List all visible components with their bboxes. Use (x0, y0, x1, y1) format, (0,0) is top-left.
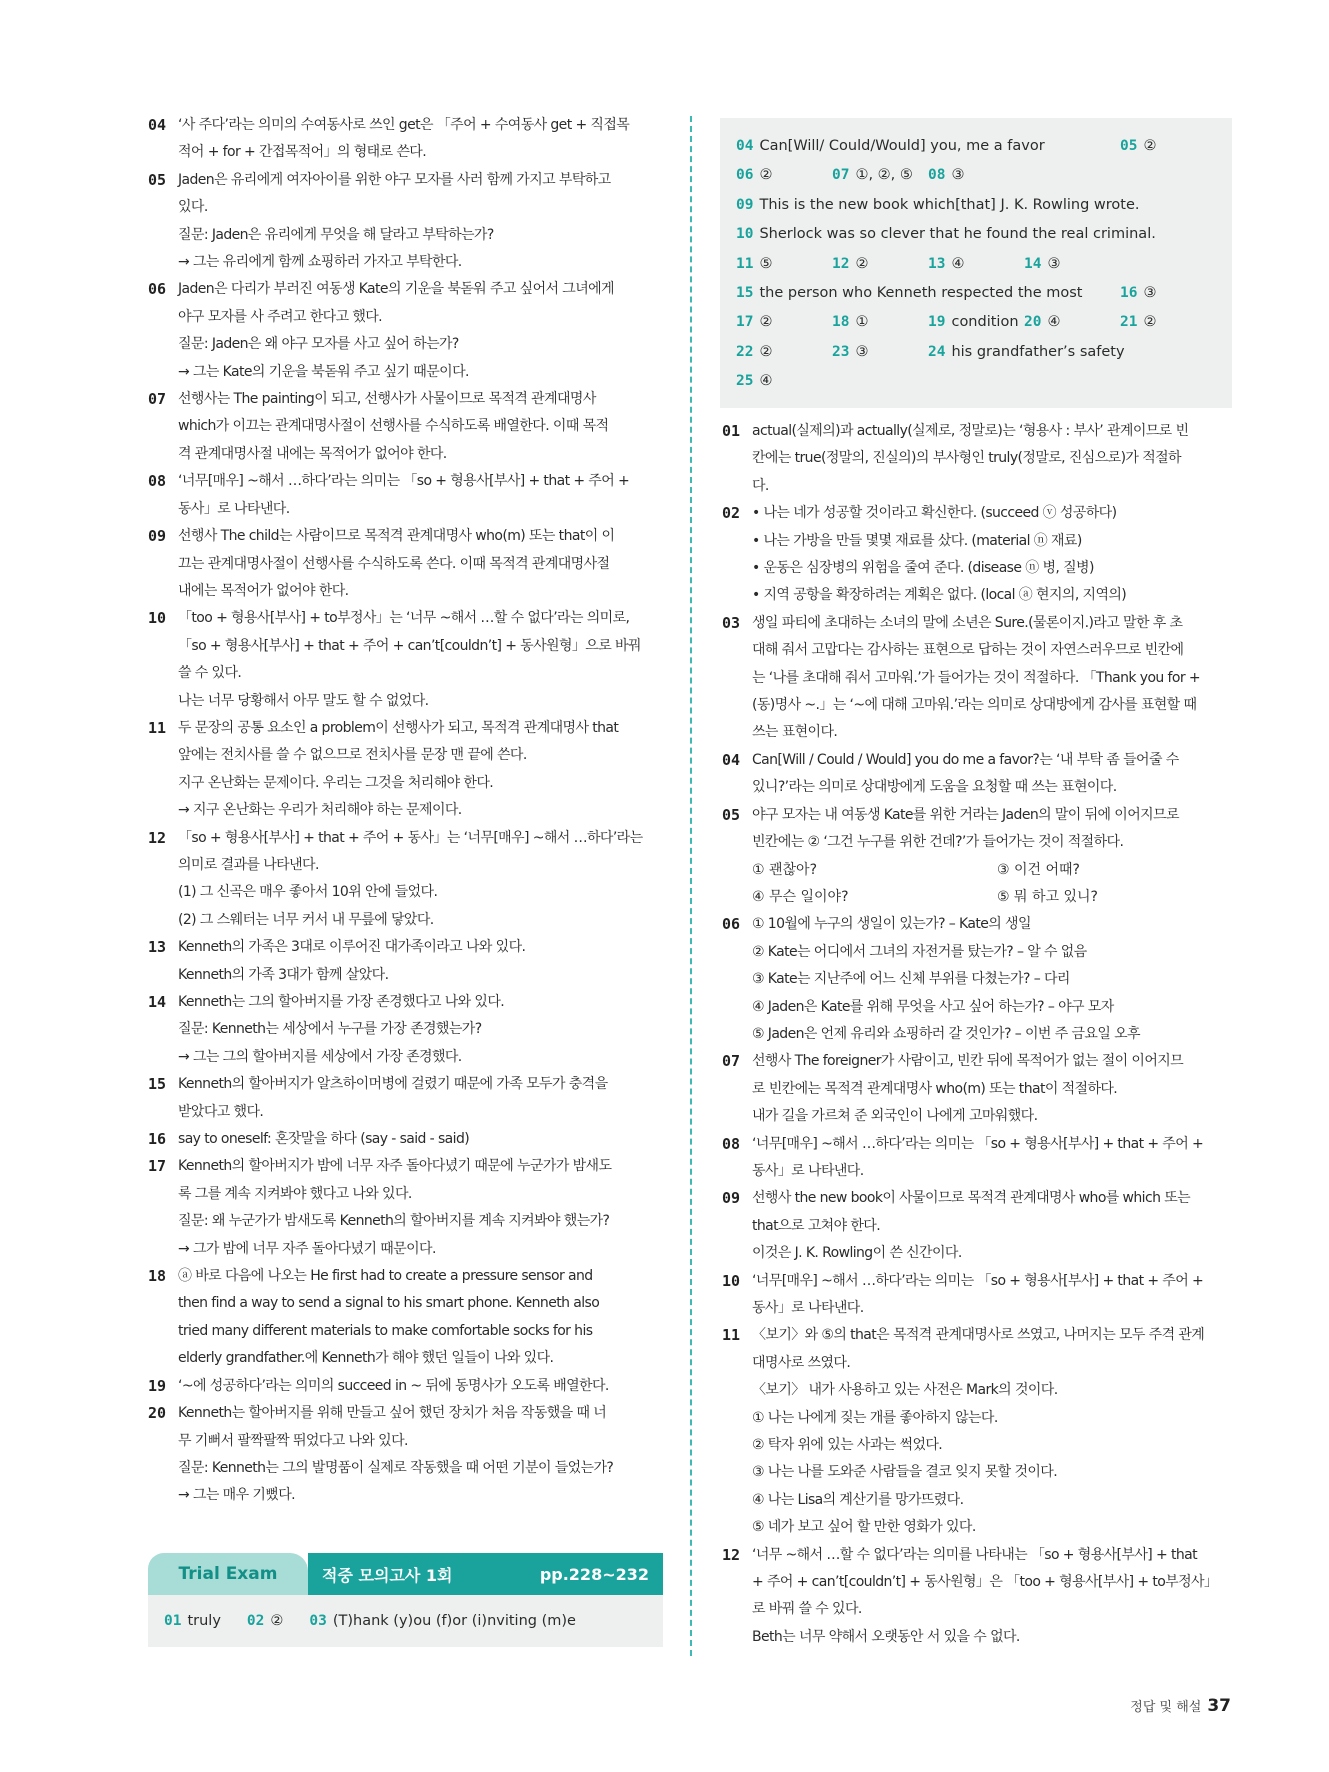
answer-number: 24 (928, 343, 946, 360)
item-text (178, 989, 663, 1071)
text-line: 선행사는 The painting이 되고, 선행사가 사물이므로 목적격 관계대명사 (178, 391, 596, 408)
text-line: 는 ‘나를 초대해 줘서 고마워.’가 들어가는 것이 적절하다. 「Thank you for + (752, 669, 1200, 686)
explanation-item (148, 1071, 663, 1126)
answer-number: 19 (928, 314, 946, 331)
text-line: ③ 나는 나를 도와준 사람들을 결코 잊지 못할 것이다. (752, 1464, 1058, 1481)
answer-text: condition (951, 314, 1019, 331)
item-text (752, 747, 1234, 802)
explanation-item (148, 468, 663, 523)
item-number: 11 (148, 718, 167, 737)
text-line: 내가 길을 가르쳐 준 외국인이 나에게 고마워했다. (752, 1108, 1038, 1125)
text-line: 앞에는 전치사를 쓸 수 없으므로 전치사를 문장 맨 끝에 쓴다. (178, 747, 527, 764)
text-line: → 지구 온난화는 우리가 처리해야 하는 문제이다. (178, 802, 462, 819)
text-line: ⑤ Jaden은 언제 유리와 쇼핑하러 갈 것인가? – 이번 주 금요일 오후 (752, 1025, 1140, 1042)
trial-answer (247, 1613, 283, 1629)
answer-row (736, 191, 1216, 220)
item-number: 19 (148, 1376, 167, 1395)
answer-text: Can[Will/ Could/Would] you, me a favor (759, 138, 1045, 154)
explanation-item (148, 825, 663, 935)
text-line: → 그는 유리에게 함께 쇼핑하러 가자고 부탁한다. (178, 254, 462, 271)
explanation-item (148, 523, 663, 605)
explanation-item (148, 386, 663, 468)
explanation-item (148, 1400, 663, 1510)
answer-number: 20 (1024, 314, 1042, 331)
trial-exam-tab: Trial Exam (148, 1553, 308, 1595)
explanation-item (722, 1322, 1234, 1541)
trial-exam-title: 적중 모의고사 1회 (322, 1565, 453, 1585)
item-number: 12 (722, 1545, 741, 1564)
answer-number: 11 (736, 255, 754, 272)
text-line: ‘~에 성공하다’라는 의미의 succeed in ~ 뒤에 동명사가 오도록 배열한다. (178, 1377, 609, 1394)
explanation-item (722, 1542, 1234, 1652)
text-line: 쓸 수 있다. (178, 665, 242, 682)
text-line: ‘너무[매우] ~해서 …하다’라는 의미는 「so + 형용사[부사] + that + 주어 + (752, 1272, 1204, 1289)
answer-cell (736, 338, 832, 367)
item-number: 14 (148, 993, 167, 1011)
item-number: 15 (148, 1075, 167, 1094)
text-line: → 그는 Kate의 기운을 북돋워 주고 싶기 때문이다. (178, 363, 469, 380)
text-line: 「so + 형용사[부사] + that + 주어 + can’t[couldn’t] + 동사원형」으로 바꿔 (178, 637, 641, 654)
item-text (752, 610, 1234, 747)
text-line: ‘너무[매우] ~해서 …하다’라는 의미는 「so + 형용사[부사] + that + 주어 + (178, 473, 630, 490)
answer-number: 06 (736, 167, 754, 184)
text-line: that으로 고쳐야 한다. (752, 1217, 881, 1234)
choice-row (752, 857, 1234, 884)
answer-text: ③ (1143, 285, 1157, 302)
explanation-item (722, 1185, 1234, 1267)
explanation-item (722, 1131, 1234, 1186)
answer-row (736, 367, 1216, 396)
answer-cell (928, 338, 1208, 367)
choice-text: ⑤ 뭐 하고 있니? (997, 888, 1098, 905)
answer-number: 14 (1024, 255, 1042, 272)
answer-number: 04 (736, 138, 754, 154)
answer-number: 17 (736, 314, 754, 331)
answer-cell (832, 161, 928, 190)
text-line: ⓐ 바로 다음에 나오는 He first had to create a pressure sensor and (178, 1268, 593, 1285)
item-text (752, 1322, 1234, 1541)
item-number: 18 (148, 1267, 167, 1286)
explanation-item (722, 610, 1234, 747)
text-line: Kenneth는 할아버지를 위해 만들고 싶어 했던 장치가 처음 작동했을 때 너 (178, 1405, 607, 1422)
text-line: • 지역 공항을 확장하려는 계획은 없다. (local ⓐ 현지의, 지역의) (752, 587, 1127, 604)
text-line: • 운동은 심장병의 위험을 줄여 준다. (disease ⓝ 병, 질병) (752, 560, 1094, 577)
text-line: 내에는 목적어가 없어야 한다. (178, 582, 349, 599)
text-line: 무 기뻐서 팔짝팔짝 뛰었다고 나와 있다. (178, 1432, 408, 1449)
text-line: Jaden은 유리에게 여자아이를 위한 야구 모자를 사러 함께 가지고 부탁하고 (178, 171, 611, 188)
item-number: 06 (722, 915, 741, 934)
answer-text: ② (759, 167, 773, 184)
item-number: 10 (148, 609, 167, 628)
text-line: 대명사로 쓰였다. (752, 1354, 851, 1371)
answer-cell (736, 279, 1120, 308)
answer-text: ② (759, 314, 773, 331)
answer-number: 10 (736, 226, 754, 243)
explanation-item (148, 605, 663, 715)
item-number: 08 (148, 472, 167, 491)
text-line: 대해 줘서 고맙다는 감사하는 표현으로 답하는 것이 자연스러우므로 빈칸에 (752, 642, 1184, 659)
answer-text: ② (855, 255, 869, 272)
answer-number: 01 (164, 1613, 182, 1629)
text-line: 선행사 The child는 사람이므로 목적격 관계대명사 who(m) 또는 that이 이 (178, 528, 615, 545)
explanation-item (148, 934, 663, 989)
item-number: 16 (148, 1130, 167, 1149)
item-text (178, 1373, 663, 1400)
text-line: Kenneth의 할아버지가 밤에 너무 자주 돌아다녔기 때문에 누군가가 밤새도 (178, 1158, 612, 1175)
item-number: 11 (722, 1326, 741, 1345)
answer-cell (736, 367, 832, 396)
item-text (178, 1126, 663, 1153)
item-text (178, 1153, 663, 1263)
text-line: 록 그를 계속 지켜봐야 했다고 나와 있다. (178, 1185, 412, 1202)
answer-text: Sherlock was so clever that he found the real criminal. (759, 226, 1156, 243)
answer-text: ④ (759, 373, 773, 390)
text-line: elderly grandfather.에 Kenneth가 해야 했던 일들이 나와 있다. (178, 1350, 554, 1367)
text-line: 야구 모자를 사 주려고 한다고 했다. (178, 308, 383, 325)
answer-number: 18 (832, 314, 850, 331)
item-number: 07 (722, 1052, 741, 1071)
text-line: 질문: Jaden은 유리에게 무엇을 해 달라고 부탁하는가? (178, 226, 494, 243)
explanation-item (148, 276, 663, 386)
text-line: ‘너무[매우] ~해서 …하다’라는 의미는 「so + 형용사[부사] + that + 주어 + (752, 1135, 1204, 1152)
left-column (148, 112, 663, 1510)
text-line: Kenneth는 그의 할아버지를 가장 존경했다고 나와 있다. (178, 994, 505, 1010)
item-number: 04 (722, 750, 741, 769)
page-footer (1130, 1696, 1231, 1716)
answer-row (736, 308, 1216, 337)
answer-cell (1120, 132, 1200, 161)
text-line: Jaden은 다리가 부러진 여동생 Kate의 기운을 북돋워 주고 싶어서 그녀에게 (178, 281, 614, 298)
text-line: 야구 모자는 내 여동생 Kate를 위한 거라는 Jaden의 말이 뒤에 이어지므로 (752, 806, 1179, 823)
text-line: 선행사 The foreigner가 사람이고, 빈칸 뒤에 목적어가 없는 절이 이어지므 (752, 1053, 1184, 1070)
answer-row (736, 279, 1216, 308)
item-text (752, 1131, 1234, 1186)
text-line: 질문: Jaden은 왜 야구 모자를 사고 싶어 하는가? (178, 336, 459, 353)
text-line: 쓰는 표현이다. (752, 724, 838, 741)
answer-text: ② (1143, 314, 1157, 331)
answer-text: ③ (951, 167, 965, 184)
item-number: 09 (148, 527, 167, 546)
answer-number: 03 (309, 1613, 327, 1629)
item-text (178, 523, 663, 605)
answer-cell (736, 191, 1216, 220)
answer-cell (928, 161, 1008, 190)
text-line: (1) 그 신곡은 매우 좋아서 10위 안에 들었다. (178, 884, 438, 901)
answer-row (736, 250, 1216, 279)
column-divider (690, 116, 692, 1656)
text-line: which가 이끄는 관계대명사절이 선행사를 수식하도록 배열한다. 이때 목적 (178, 418, 609, 435)
text-line: 선행사 the new book이 사물이므로 목적격 관계대명사 who를 which 또는 (752, 1190, 1191, 1207)
answer-row (736, 161, 1216, 190)
trial-exam-header (148, 1553, 663, 1595)
text-line: Kenneth의 가족은 3대로 이루어진 대가족이라고 나와 있다. (178, 939, 526, 956)
text-line: → 그는 그의 할아버지를 세상에서 가장 존경했다. (178, 1048, 462, 1065)
page-number: 37 (1207, 1696, 1231, 1716)
answer-row (736, 132, 1216, 161)
item-text (752, 911, 1234, 1048)
text-line: ④ Jaden은 Kate를 위해 무엇을 사고 싶어 하는가? – 야구 모자 (752, 998, 1114, 1015)
answer-text: ② (270, 1613, 284, 1629)
answer-cell (832, 250, 928, 279)
text-line: ④ 나는 Lisa의 계산기를 망가뜨렸다. (752, 1491, 964, 1508)
answer-number: 08 (928, 167, 946, 184)
item-text (178, 934, 663, 989)
answer-row (736, 338, 1216, 367)
explanation-item (722, 418, 1234, 500)
trial-answer (164, 1613, 221, 1629)
item-number: 06 (148, 280, 167, 299)
item-number: 13 (148, 938, 167, 957)
trial-answer (309, 1613, 576, 1629)
text-line: 격 관계대명사절 내에는 목적어가 없어야 한다. (178, 445, 447, 462)
text-line: 동사」로 나타낸다. (752, 1300, 864, 1316)
text-line: 있니?’라는 의미로 상대방에게 도움을 요청할 때 쓰는 표현이다. (752, 779, 1117, 796)
explanation-item (722, 747, 1234, 802)
answer-text: ② (759, 343, 773, 360)
answer-cell (1024, 308, 1120, 337)
explanation-item (148, 1263, 663, 1373)
text-line: • 나는 가방을 만들 몇몇 재료를 샀다. (material ⓝ 재료) (752, 532, 1082, 549)
text-line: 「so + 형용사[부사] + that + 주어 + 동사」는 ‘너무[매우] ~해서 …하다’라는 (178, 829, 643, 846)
item-text (752, 500, 1234, 610)
trial-exam-pages: pp.228~232 (539, 1564, 649, 1584)
text-line: Can[Will / Could / Would] you do me a favor?는 ‘내 부탁 좀 들어줄 수 (752, 751, 1179, 768)
text-line: 두 문장의 공통 요소인 a problem이 선행사가 되고, 목적격 관계대명사 that (178, 719, 619, 736)
answer-cell (736, 161, 832, 190)
answer-cell (1024, 250, 1104, 279)
answer-number: 22 (736, 343, 754, 360)
item-number: 03 (722, 613, 741, 632)
answer-text: the person who Kenneth respected the most (759, 285, 1083, 302)
answer-number: 07 (832, 167, 850, 184)
text-line: say to oneself: 혼잣말을 하다 (say - said - said) (178, 1131, 470, 1148)
text-line: 있다. (178, 199, 208, 216)
answer-cell (1120, 279, 1200, 308)
text-line: 〈보기〉 내가 사용하고 있는 사전은 Mark의 것이다. (752, 1382, 1058, 1399)
answer-cell (1120, 308, 1200, 337)
answer-number: 15 (736, 285, 754, 302)
text-line: 동사」로 나타낸다. (752, 1162, 864, 1179)
text-line: 질문: Kenneth는 그의 발명품이 실제로 작동했을 때 어떤 기분이 들었는가? (178, 1459, 614, 1476)
item-text (178, 112, 663, 167)
text-line: 〈보기〉와 ⑤의 that은 목적격 관계대명사로 쓰였고, 나머지는 모두 주격 관계 (752, 1327, 1205, 1344)
text-line: 로 빈칸에는 목적격 관계대명사 who(m) 또는 that이 적절하다. (752, 1080, 1118, 1097)
item-number: 01 (722, 422, 741, 440)
choice-text: ③ 이건 어때? (997, 861, 1080, 878)
explanation-item (722, 1048, 1234, 1130)
text-line: + 주어 + can’t[couldn’t] + 동사원형」은 「too + 형용사[부사] + to부정사」 (752, 1574, 1218, 1591)
text-line: ⑤ 네가 보고 싶어 할 만한 영화가 있다. (752, 1519, 976, 1536)
item-text (752, 418, 1234, 500)
item-number: 05 (722, 805, 741, 824)
explanation-item (148, 112, 663, 167)
text-line: ② 탁자 위에 있는 사과는 썩었다. (752, 1437, 943, 1454)
item-number: 09 (722, 1189, 741, 1208)
answer-text: ①, ②, ⑤ (855, 167, 913, 184)
text-line: 다. (752, 477, 769, 494)
item-text (178, 167, 663, 277)
answer-number: 12 (832, 255, 850, 272)
text-line: ‘사 주다’라는 의미의 수여동사로 쓰인 get은 「주어 + 수여동사 get + 직접목 (178, 117, 630, 133)
right-column (722, 418, 1234, 1651)
explanation-item (148, 1126, 663, 1153)
explanation-item (722, 802, 1234, 912)
answer-text: his grandfather’s safety (951, 343, 1125, 360)
answer-cell (832, 308, 928, 337)
text-line: → 그는 매우 기뻤다. (178, 1487, 295, 1504)
text-line: 받았다고 했다. (178, 1103, 264, 1120)
text-line: 생일 파티에 초대하는 소녀의 말에 소년은 Sure.(물론이지.)라고 말한 후 초 (752, 614, 1183, 631)
item-text (752, 1048, 1234, 1130)
item-text (178, 605, 663, 715)
answer-text: (T)hank (y)ou (f)or (i)nviting (m)e (332, 1613, 576, 1629)
explanation-item (722, 1268, 1234, 1323)
text-line: 지구 온난화는 문제이다. 우리는 그것을 처리해야 한다. (178, 774, 494, 791)
text-line: ② Kate는 어디에서 그녀의 자전거를 탔는가? – 알 수 없음 (752, 943, 1087, 960)
footer-label: 정답 및 해설 (1130, 1700, 1202, 1715)
item-text (752, 1268, 1234, 1323)
text-line: (동)명사 ~.」는 ‘~에 대해 고마워.’라는 의미로 상대방에게 감사를 표현할 때 (752, 697, 1197, 714)
answer-number: 13 (928, 255, 946, 272)
item-number: 05 (148, 170, 167, 189)
answer-cell (928, 250, 1024, 279)
item-text (178, 715, 663, 825)
answer-text: This is the new book which[that] J. K. Rowling wrote. (759, 196, 1140, 213)
trial-exam-section (148, 1553, 663, 1647)
answer-cell (736, 250, 832, 279)
answer-text: ④ (951, 255, 965, 272)
text-line: ① 10월에 누구의 생일이 있는가? – Kate의 생일 (752, 916, 1031, 933)
answer-number: 21 (1120, 314, 1138, 331)
answer-text: ⑤ (759, 255, 773, 272)
item-number: 20 (148, 1404, 167, 1423)
item-number: 17 (148, 1157, 167, 1176)
text-line: 끄는 관계대명사절이 선행사를 수식하도록 쓴다. 이때 목적격 관계대명사절 (178, 555, 610, 572)
item-number: 04 (148, 116, 167, 134)
item-text (752, 802, 1234, 912)
item-text (178, 1400, 663, 1510)
item-text (178, 1263, 663, 1373)
text-line: Kenneth의 가족 3대가 함께 살았다. (178, 966, 389, 983)
text-line: • 나는 네가 성공할 것이라고 확신한다. (succeed ⓥ 성공하다) (752, 505, 1117, 522)
answer-text: ② (1143, 138, 1157, 154)
explanation-item (148, 989, 663, 1071)
text-line: 동사」로 나타낸다. (178, 500, 290, 517)
item-text (178, 1071, 663, 1126)
text-line: 로 바꿔 쓸 수 있다. (752, 1601, 862, 1618)
answer-number: 23 (832, 343, 850, 360)
text-line: Kenneth의 할아버지가 알츠하이머병에 걸렸기 때문에 가족 모두가 충격을 (178, 1076, 608, 1093)
explanation-item (148, 167, 663, 277)
explanation-item (148, 1153, 663, 1263)
text-line: ① 나는 나에게 짖는 개를 좋아하지 않는다. (752, 1409, 998, 1426)
answer-cell (928, 308, 1024, 337)
item-number: 12 (148, 828, 167, 847)
text-line: (2) 그 스웨터는 너무 커서 내 무릎에 닿았다. (178, 911, 434, 928)
text-line: 질문: 왜 누군가가 밤새도록 Kenneth의 할아버지를 계속 지켜봐야 했는가? (178, 1213, 610, 1230)
text-line: 질문: Kenneth는 세상에서 누구를 가장 존경했는가? (178, 1021, 482, 1038)
answer-key-box (720, 118, 1232, 408)
answer-text: ③ (1047, 255, 1061, 272)
explanation-item (722, 500, 1234, 610)
answer-text: ④ (1047, 314, 1061, 331)
explanation-item (722, 911, 1234, 1048)
trial-exam-answers (148, 1595, 663, 1647)
item-text (178, 825, 663, 935)
item-text (752, 1185, 1234, 1267)
answer-number: 16 (1120, 285, 1138, 302)
item-text (752, 1542, 1234, 1652)
choice-text: ① 괜찮아? (752, 861, 818, 878)
text-line: 적어 + for + 간접목적어」의 형태로 쓴다. (178, 144, 427, 161)
answer-number: 25 (736, 373, 754, 390)
item-number: 08 (722, 1134, 741, 1153)
text-line: Beth는 너무 약해서 오랫동안 서 있을 수 없다. (752, 1628, 1020, 1645)
text-line: 의미로 결과를 나타낸다. (178, 856, 319, 873)
answer-number: 02 (246, 1613, 265, 1629)
answer-number: 05 (1120, 138, 1138, 154)
text-line: → 그가 밤에 너무 자주 돌아다녔기 때문이다. (178, 1240, 436, 1257)
text-line: then find a way to send a signal to his smart phone. Kenneth also (178, 1295, 600, 1312)
answer-cell (832, 338, 928, 367)
explanation-item (148, 715, 663, 825)
answer-row (736, 220, 1216, 249)
answer-cell (736, 220, 1216, 249)
answer-text: ① (855, 314, 869, 331)
item-text (178, 468, 663, 523)
answer-cell (736, 308, 832, 337)
text-line: 이것은 J. K. Rowling이 쓴 신간이다. (752, 1245, 962, 1262)
answer-cell (736, 132, 1120, 161)
choice-row (752, 884, 1234, 911)
trial-exam-title-bar (308, 1553, 663, 1595)
choice-text: ④ 무슨 일이야? (752, 888, 849, 905)
text-line: ‘너무 ~해서 …할 수 없다’라는 의미를 나타내는 「so + 형용사[부사] + that (752, 1546, 1197, 1563)
text-line: 칸에는 true(정말의, 진실의)의 부사형인 truly(정말로, 진심으로)가 적절하 (752, 450, 1181, 467)
answer-text: truly (187, 1613, 221, 1629)
answer-text: ③ (855, 343, 869, 360)
item-number: 02 (722, 504, 741, 523)
text-line: 빈칸에는 ② ‘그건 누구를 위한 건데?’가 들어가는 것이 적절하다. (752, 834, 1124, 851)
item-text (178, 276, 663, 386)
text-line: actual(실제의)과 actually(실제로, 정말로)는 ‘형용사 : 부사’ 관계이므로 빈 (752, 423, 1189, 439)
text-line: 「too + 형용사[부사] + to부정사」는 ‘너무 ~해서 …할 수 없다’라는 의미로, (178, 610, 630, 627)
explanation-item (148, 1373, 663, 1400)
item-number: 10 (722, 1271, 741, 1290)
item-text (178, 386, 663, 468)
text-line: ③ Kate는 지난주에 어느 신체 부위를 다쳤는가? – 다리 (752, 971, 1070, 988)
answer-number: 09 (736, 196, 754, 213)
text-line: tried many different materials to make comfortable socks for his (178, 1322, 593, 1339)
text-line: 나는 너무 당황해서 아무 말도 할 수 없었다. (178, 692, 429, 709)
item-number: 07 (148, 390, 167, 409)
